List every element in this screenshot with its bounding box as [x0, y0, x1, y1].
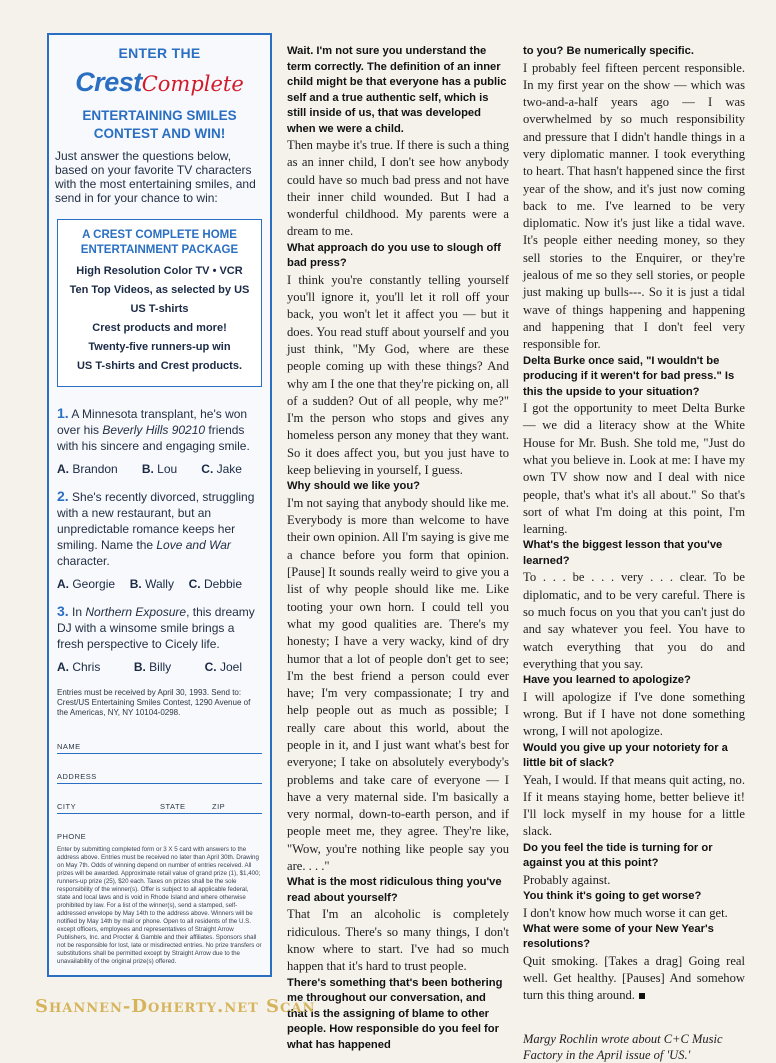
interview-answer: I think you're constantly telling yourself you'll ignore it, you'll let it roll off your back, you won't let it affect you — but it does. You read stuff about yourself and you just think, "My God, where are these people coming up with these things? And why am I the one that they're picking on, all of a sudden? Out of all people, why me?" I'm the person who stops and gives any homeless person any money that they want. So it does affect you, but you just have to keep believing in yourself, I guess. — [287, 272, 509, 478]
option-letter: B. — [133, 660, 146, 674]
author-byline: Margy Rochlin wrote about C+C Music Factory in the April issue of 'US.' — [523, 1031, 723, 1062]
prize-heading-2: ENTERTAINMENT PACKAGE — [80, 244, 239, 256]
prize-heading-1: A CREST COMPLETE HOME — [82, 229, 237, 241]
option-text: Billy — [149, 660, 172, 674]
scan-watermark: Shannen-Doherty.net Scan — [35, 996, 316, 1017]
option-letter: C. — [201, 462, 214, 476]
question-text-part: character. — [57, 554, 110, 568]
interview-question: Have you learned to apologize? — [523, 674, 691, 687]
show-title: Northern Exposure — [85, 605, 187, 619]
option-letter: A. — [57, 462, 69, 476]
contest-question — [49, 488, 270, 591]
answer-options — [57, 462, 262, 476]
prize-line: High Resolution Color TV • VCR — [76, 265, 243, 277]
option-text: Chris — [72, 660, 101, 674]
ad-enter-the: ENTER THE — [118, 45, 201, 61]
interview-question: Wait. I'm not sure you understand the term correctly. The definition of an inner child might be that everyone has a public self and a true authentic self, which is still inside of us, that was developed when we were a child. — [287, 45, 507, 135]
question-text — [57, 603, 262, 652]
option-text: Georgie — [72, 577, 116, 591]
answer-option[interactable] — [134, 660, 171, 674]
option-text: Debbie — [203, 577, 242, 591]
interview-answer: Quit smoking. [Takes a drag] Going real well. Get healthy. [Pauses] And somehow turn this thing around. — [523, 953, 745, 1003]
contest-question — [49, 405, 270, 476]
option-letter: A. — [57, 660, 69, 674]
contest-question — [49, 603, 270, 674]
ad-headline — [49, 107, 270, 143]
ad-headline-line-2: CONTEST AND WIN! — [93, 126, 226, 141]
interview-answer: I will apologize if I've done something wrong. But if I have not done something wrong, I will not apologize. — [523, 689, 745, 739]
question-number: 1. — [57, 405, 69, 421]
option-text: Joel — [219, 660, 242, 674]
prize-box — [57, 219, 262, 387]
question-text-part: friends with his sincere and engaging smile. — [57, 423, 250, 453]
interview-question: What's the biggest lesson that you've learned? — [523, 539, 723, 567]
option-text: Lou — [157, 462, 178, 476]
zip-label: ZIP — [212, 802, 226, 811]
interview-answer: Probably against. — [523, 872, 611, 887]
city-state-zip-field[interactable] — [57, 784, 262, 814]
interview-answer: I got the opportunity to meet Delta Burke — we did a literacy show at the White House for Mr. Bush. She told me, "Just do what you believe in. Look at me: I have my own TV show now and I deal with nice people, that's what it's all about." So that's sort of what I'm doing at this point, I'm learning. — [523, 401, 745, 537]
show-title: Love and War — [156, 538, 231, 552]
question-text-part: A Minnesota transplant, he's won over his — [57, 407, 248, 437]
interview-answer: Yeah, I would. If that means quit acting, no. If it means staying home, better believe it! I'll lock myself in my house for a little slack. — [523, 772, 745, 839]
article-column-1 — [287, 44, 509, 1053]
option-letter: C. — [188, 577, 201, 591]
logo-complete: Complete — [141, 72, 244, 96]
entries-note: Entries must be received by April 30, 1993. Send to: Crest/US Entertaining Smiles Contest, 1290 Avenue of the Americas, NY, NY 10104-0298. — [57, 688, 251, 717]
state-label: STATE — [160, 802, 186, 811]
question-text — [57, 488, 262, 569]
ad-headline-line-1: ENTERTAINING SMILES — [82, 108, 237, 123]
option-letter: C. — [204, 660, 217, 674]
interview-answer: I probably feel fifteen percent responsible. In my first year on the show — which was two-and-a-half years ago — I was overwhelmed by so much responsibility and pressure that I didn't handle things in a very diplomatic manner. I took everything to heart. That hasn't happened since the first year of the show, and it's just now coming back to me. I've learned to be very diplomatic. Now it's just like a tidal wave. It's people either needing money, so they sell stories to the Enquirer, or they're jealous of me so they sell stories, or people just making up bulls---. So it is just a tidal wave of things happening and happening and happening that I don't feel very responsible for. — [523, 60, 745, 352]
interview-question: Why should we like you? — [287, 480, 421, 493]
interview-question: What approach do you use to slough off bad press? — [287, 241, 501, 270]
interview-question: Delta Burke once said, "I wouldn't be producing if it weren't for bad press." Is this the upside to your situation? — [523, 354, 735, 398]
question-text-part: In — [68, 605, 86, 619]
prize-line: US T-shirts — [130, 303, 189, 315]
prize-line: Twenty-five runners-up win — [88, 341, 231, 353]
contest-questions — [49, 405, 270, 674]
name-field[interactable]: NAME — [57, 718, 262, 754]
answer-option[interactable] — [57, 577, 115, 591]
interview-question: What were some of your New Year's resolutions? — [523, 922, 714, 951]
prize-line: Ten Top Videos, as selected by US — [69, 284, 250, 296]
option-text: Brandon — [72, 462, 118, 476]
show-title: Beverly Hills 90210 — [102, 423, 206, 437]
answer-options — [57, 577, 262, 591]
option-text: Wally — [145, 577, 174, 591]
interview-question: You think it's going to get worse? — [523, 890, 702, 903]
prize-line: US T-shirts and Crest products. — [76, 360, 243, 372]
interview-question: There's something that's been bothering me throughout our conversation, and that is the assigning of blame to other people. How responsible do you feel for what has happened — [287, 976, 503, 1051]
option-text: Jake — [216, 462, 242, 476]
ad-intro: Just answer the questions below, based on your favorite TV characters with the most entertaining smiles, and send in for your chance to win: — [55, 149, 256, 205]
interview-answer: That I'm an alcoholic is completely ridiculous. There's so many things, I don't know where to start. I've had so much happen that it's hard to trust people. — [287, 907, 509, 974]
option-letter: B. — [129, 577, 142, 591]
interview-answer: Then maybe it's true. If there is such a thing as an inner child, I don't see how anybody could have so much bad press and not have their inner child wounded. But I had a wonderful childhood. My parents were a dream to me. — [287, 138, 509, 239]
address-field[interactable]: ADDRESS — [57, 754, 262, 784]
question-text-part: , this dreamy DJ with a winsome smile brings a fresh perspective to Cicely life. — [57, 605, 255, 651]
interview-question: Do you feel the tide is turning for or against you at this point? — [523, 841, 713, 870]
logo-crest: Crest — [75, 67, 142, 97]
end-mark-icon — [639, 993, 645, 999]
option-letter: A. — [57, 577, 69, 591]
prize-lines — [62, 262, 257, 376]
question-text-part: She's recently divorced, struggling with a new restaurant, but an unpredictable romance keeps her smiling. Name the — [57, 490, 255, 552]
answer-option[interactable] — [130, 577, 174, 591]
answer-option[interactable] — [201, 462, 242, 476]
crest-contest-ad — [47, 33, 272, 977]
legal-fine-print: Enter by submitting completed form or 3 X 5 card with answers to the address above. Entries must be received no later than April 30th. Drawing on May 7th. Odds of winning depend on number of entries received. All prizes will be awarded. Approximate retail value of grand prize (1), $1,400; runners-up prize (25), $20 each. Taxes on prizes shall be the sole responsibility of the winner(s). Offer is subject to all applicable federal, state and local laws and is void in Rhode Island and where otherwise prohibited by law. For a list of the winner(s), send a stamped, self-addressed envelope by May 14th to the address above. Winners will be notified by May 14th by mail or phone. Open to all residents of the U.S. except officers, employees and representatives of Straight Arrow Publishers, Inc. and Procter & Gamble and their affiliates. Sponsors shall not be responsible for lost, late or misdirected entries. No prize transfers or substitutions shall be permitted except by Straight Arrow due to the unavailability of the original prize(s) offered. — [57, 846, 262, 965]
interview-answer: I don't know how much worse it can get. — [523, 905, 728, 920]
answer-option[interactable] — [189, 577, 242, 591]
interview-answer: I'm not saying that anybody should like me. Everybody is more than welcome to have their own opinion. All I'm saying is give me a chance before you form that opinion. [Pause] It sounds really weird to give you a list of why people should like me. Like tooting your own horn. I could tell you what my good qualities are. There's my honesty; I have a very wacky, kind of dry humor that a lot of people don't get to see; I'm the best friend a person could ever have; I'm very compassionate; I try and help people out as much as possible; I really care about this world, about the people in it, and I just want what's best for everyone; I take on absolutely everybody's problems and take care of everyone — I have a very maternal side. I'm basically a very normal, down-to-earth person, and if people meet me, they agree. They're like, "Wow, you're nothing like people say you are. . . ." — [287, 495, 509, 874]
option-letter: B. — [141, 462, 154, 476]
answer-option[interactable] — [57, 462, 118, 476]
interview-question: Would you give up your notoriety for a little bit of slack? — [523, 741, 728, 770]
article-column-2 — [523, 44, 745, 1063]
answer-options — [57, 660, 262, 674]
answer-option[interactable] — [205, 660, 242, 674]
city-label: CITY — [57, 802, 77, 811]
answer-option[interactable] — [142, 462, 177, 476]
crest-complete-logo — [49, 67, 270, 99]
interview-question: to you? Be numerically specific. — [523, 45, 694, 57]
question-number: 3. — [57, 603, 69, 619]
answer-option[interactable] — [57, 660, 100, 674]
question-text — [57, 405, 262, 454]
interview-question: What is the most ridiculous thing you've read about yourself? — [287, 876, 502, 904]
phone-field[interactable]: PHONE — [57, 832, 87, 841]
prize-line: Crest products and more! — [92, 322, 227, 334]
interview-answer: To . . . be . . . very . . . clear. To be diplomatic, and to be very careful. There is so much focus on you that you can't just do and say whatever you feel. You have to watch everything that you do and everything that you say. — [523, 570, 745, 671]
question-number: 2. — [57, 488, 69, 504]
